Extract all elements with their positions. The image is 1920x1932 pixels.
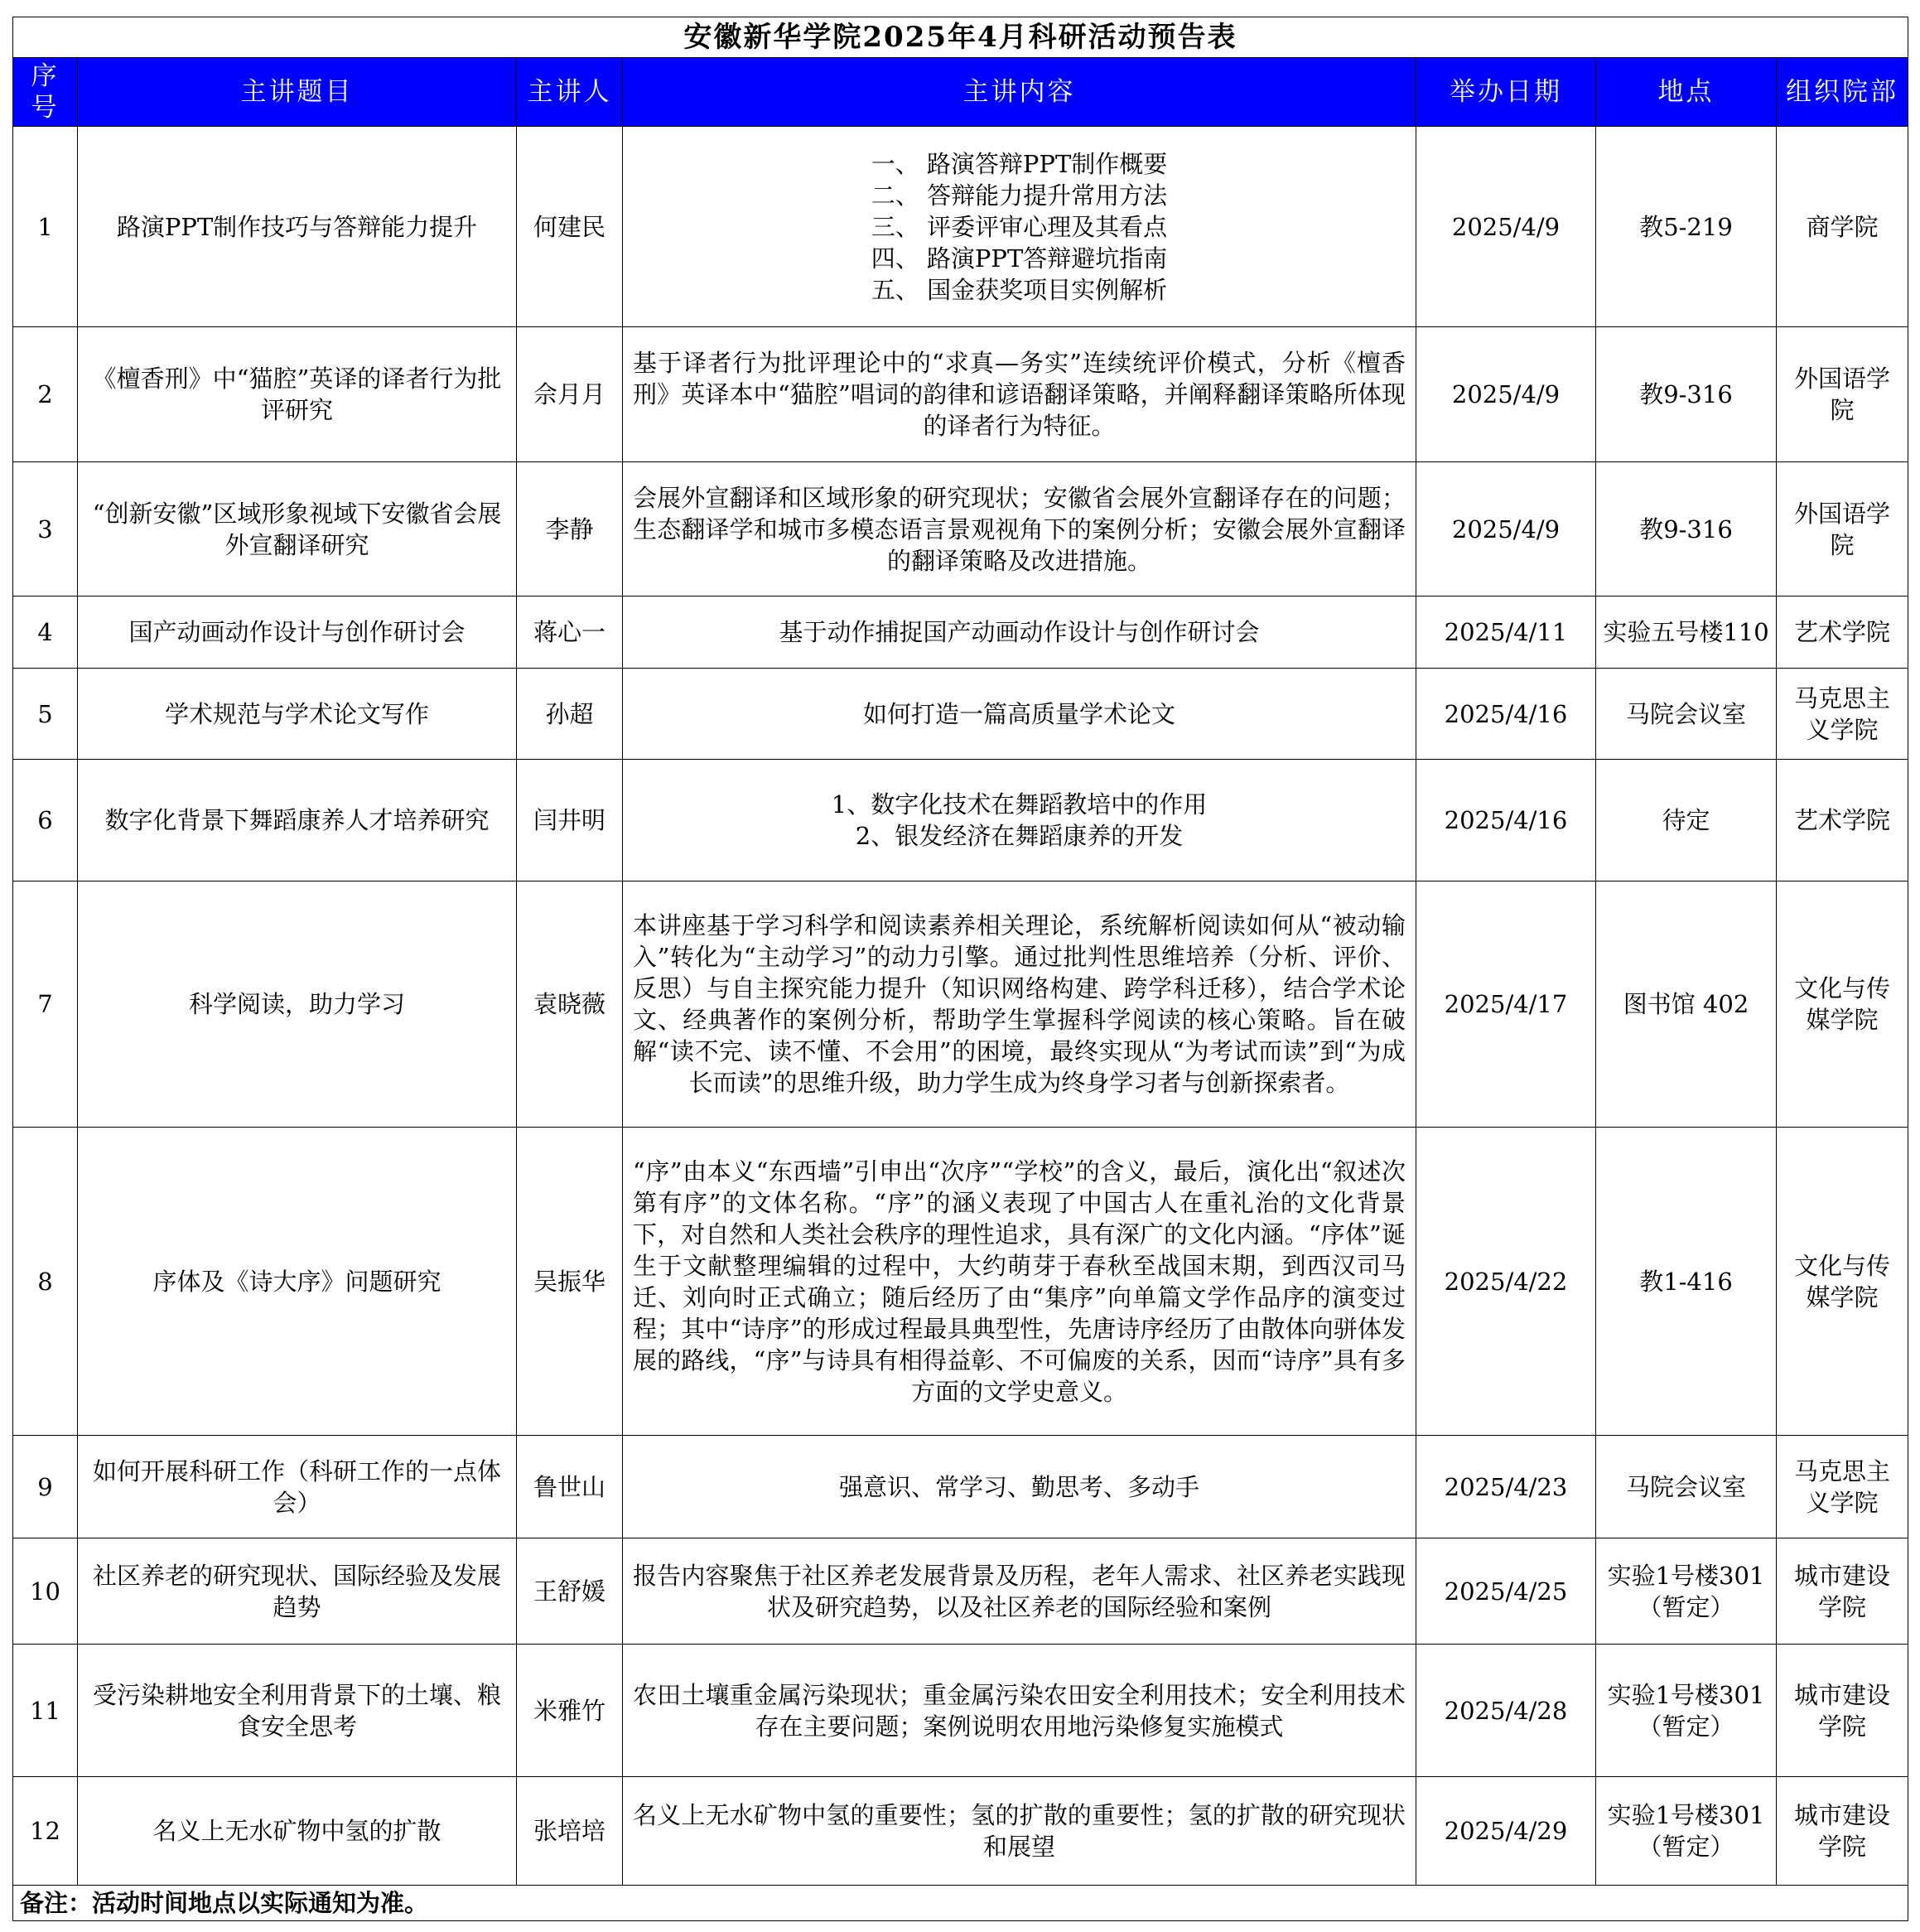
table-row [13,1538,1908,1645]
row-content: 基于动作捕捉国产动画动作设计与创作研讨会 [623,597,1416,669]
row-date: 2025/4/23 [1416,1436,1596,1538]
row-dept: 文化与传媒学院 [1777,1128,1908,1436]
row-topic: “创新安徽”区域形象视域下安徽省会展外宣翻译研究 [78,462,517,597]
row-topic: 国产动画动作设计与创作研讨会 [78,597,517,669]
row-dept: 外国语学院 [1777,327,1908,462]
row-date: 2025/4/22 [1416,1128,1596,1436]
row-content: 如何打造一篇高质量学术论文 [623,669,1416,760]
row-location: 实验五号楼110 [1596,597,1777,669]
row-content: “序”由本义“东西墙”引申出“次序”“学校”的含义，最后，演化出“叙述次第有序”的文体名称。“序”的涵义表现了中国古人在重礼治的文化背景下，对自然和人类社会秩序的理性追求，具有深广的文化内涵。“序体”诞生于文献整理编辑的过程中，大约萌芽于春秋至战国末期，到西汉司马迁、刘向时正式确立；随后经历了由“集序”向单篇文学作品序的演变过程；其中“诗序”的形成过程最具典型性，先唐诗序经历了由散体向骈体发展的路线，“序”与诗具有相得益彰、不可偏废的关系，因而“诗序”具有多方面的文学史意义。 [623,1128,1416,1436]
content-line: 一、 路演答辩PPT制作概要 [871,149,1168,178]
row-number: 5 [13,669,78,760]
header-no: 序号 [13,58,78,127]
row-topic: 《檀香刑》中“猫腔”英译的译者行为批评研究 [78,327,517,462]
row-date: 2025/4/9 [1416,327,1596,462]
row-speaker: 袁晓薇 [517,881,623,1128]
row-date: 2025/4/11 [1416,597,1596,669]
row-dept: 城市建设学院 [1777,1645,1908,1777]
row-date: 2025/4/9 [1416,127,1596,327]
row-date: 2025/4/29 [1416,1777,1596,1886]
row-speaker: 王舒媛 [517,1538,623,1645]
row-number: 6 [13,760,78,881]
row-location: 实验1号楼301（暂定） [1596,1538,1777,1645]
row-number: 8 [13,1128,78,1436]
row-speaker: 蒋心一 [517,597,623,669]
header-topic: 主讲题目 [78,58,517,127]
table-row [13,127,1908,327]
header-speaker: 主讲人 [517,58,623,127]
row-dept: 艺术学院 [1777,597,1908,669]
table-row [13,327,1908,462]
row-content: 强意识、常学习、勤思考、多动手 [623,1436,1416,1538]
row-content [623,127,1416,327]
table-row [13,881,1908,1128]
row-number: 9 [13,1436,78,1538]
row-topic: 数字化背景下舞蹈康养人才培养研究 [78,760,517,881]
row-speaker: 闫井明 [517,760,623,881]
table-row [13,597,1908,669]
row-dept: 外国语学院 [1777,462,1908,597]
header-date: 举办日期 [1416,58,1596,127]
row-content: 基于译者行为批评理论中的“求真—务实”连续统评价模式，分析《檀香刑》英译本中“猫腔”唱词的韵律和谚语翻译策略，并阐释翻译策略所体现的译者行为特征。 [623,327,1416,462]
row-date: 2025/4/16 [1416,669,1596,760]
row-date: 2025/4/17 [1416,881,1596,1128]
header-dept: 组织院部 [1777,58,1908,127]
row-topic: 科学阅读，助力学习 [78,881,517,1128]
header-location: 地点 [1596,58,1777,127]
row-number: 11 [13,1645,78,1777]
table-row [13,1645,1908,1777]
title-row [13,17,1908,58]
row-dept: 马克思主义学院 [1777,1436,1908,1538]
note-row [13,1886,1908,1921]
row-location: 马院会议室 [1596,1436,1777,1538]
row-topic: 序体及《诗大序》问题研究 [78,1128,517,1436]
row-location: 待定 [1596,760,1777,881]
table-row [13,669,1908,760]
content-line: 五、 国金获奖项目实例解析 [871,275,1168,304]
row-speaker: 吴振华 [517,1128,623,1436]
row-number: 7 [13,881,78,1128]
row-dept: 文化与传媒学院 [1777,881,1908,1128]
row-location: 教5-219 [1596,127,1777,327]
row-dept: 城市建设学院 [1777,1538,1908,1645]
content-line: 四、 路演PPT答辩避坑指南 [871,244,1168,273]
table-row [13,1436,1908,1538]
row-number: 3 [13,462,78,597]
row-location: 教9-316 [1596,327,1777,462]
row-location: 教1-416 [1596,1128,1777,1436]
row-dept: 城市建设学院 [1777,1777,1908,1886]
row-speaker: 李静 [517,462,623,597]
header-row [13,58,1908,127]
table-body [13,127,1908,1886]
row-topic: 名义上无水矿物中氢的扩散 [78,1777,517,1886]
row-speaker: 鲁世山 [517,1436,623,1538]
row-dept: 艺术学院 [1777,760,1908,881]
row-dept: 商学院 [1777,127,1908,327]
row-date: 2025/4/16 [1416,760,1596,881]
content-line: 1、数字化技术在舞蹈教培中的作用 [831,790,1208,819]
row-date: 2025/4/28 [1416,1645,1596,1777]
row-dept: 马克思主义学院 [1777,669,1908,760]
row-location: 实验1号楼301（暂定） [1596,1645,1777,1777]
row-date: 2025/4/25 [1416,1538,1596,1645]
row-location: 马院会议室 [1596,669,1777,760]
row-date: 2025/4/9 [1416,462,1596,597]
row-speaker: 佘月月 [517,327,623,462]
table-row [13,760,1908,881]
row-content: 名义上无水矿物中氢的重要性；氢的扩散的重要性；氢的扩散的研究现状和展望 [623,1777,1416,1886]
row-location: 图书馆 402 [1596,881,1777,1128]
row-number: 4 [13,597,78,669]
row-topic: 学术规范与学术论文写作 [78,669,517,760]
row-number: 1 [13,127,78,327]
page-title: 安徽新华学院2025年4月科研活动预告表 [13,17,1908,58]
row-number: 10 [13,1538,78,1645]
content-line: 三、 评委评审心理及其看点 [871,212,1168,241]
row-number: 2 [13,327,78,462]
row-topic: 社区养老的研究现状、国际经验及发展趋势 [78,1538,517,1645]
row-content: 农田土壤重金属污染现状；重金属污染农田安全利用技术；安全利用技术存在主要问题；案例说明农用地污染修复实施模式 [623,1645,1416,1777]
row-speaker: 米雅竹 [517,1645,623,1777]
row-content: 本讲座基于学习科学和阅读素养相关理论，系统解析阅读如何从“被动输入”转化为“主动学习”的动力引擎。通过批判性思维培养（分析、评价、反思）与自主探究能力提升（知识网络构建、跨学科迁移），结合学术论文、经典著作的案例分析，帮助学生掌握科学阅读的核心策略。旨在破解“读不完、读不懂、不会用”的困境，最终实现从“为考试而读”到“为成长而读”的思维升级，助力学生成为终身学习者与创新探索者。 [623,881,1416,1128]
content-line: 二、 答辩能力提升常用方法 [871,181,1168,210]
activity-table [12,17,1908,1921]
header-content: 主讲内容 [623,58,1416,127]
note-text: 备注：活动时间地点以实际通知为准。 [13,1886,1908,1921]
row-number: 12 [13,1777,78,1886]
content-line: 2、银发经济在舞蹈康养的开发 [855,822,1184,850]
table-row [13,1777,1908,1886]
row-topic: 路演PPT制作技巧与答辩能力提升 [78,127,517,327]
row-location: 实验1号楼301（暂定） [1596,1777,1777,1886]
row-speaker: 张培培 [517,1777,623,1886]
row-content: 报告内容聚焦于社区养老发展背景及历程，老年人需求、社区养老实践现状及研究趋势，以及社区养老的国际经验和案例 [623,1538,1416,1645]
row-speaker: 何建民 [517,127,623,327]
row-topic: 受污染耕地安全利用背景下的土壤、粮食安全思考 [78,1645,517,1777]
table-row [13,1128,1908,1436]
row-content: 会展外宣翻译和区域形象的研究现状；安徽省会展外宣翻译存在的问题；生态翻译学和城市多模态语言景观视角下的案例分析；安徽会展外宣翻译的翻译策略及改进措施。 [623,462,1416,597]
table-row [13,462,1908,597]
row-location: 教9-316 [1596,462,1777,597]
row-speaker: 孙超 [517,669,623,760]
row-topic: 如何开展科研工作（科研工作的一点体会） [78,1436,517,1538]
row-content [623,760,1416,881]
